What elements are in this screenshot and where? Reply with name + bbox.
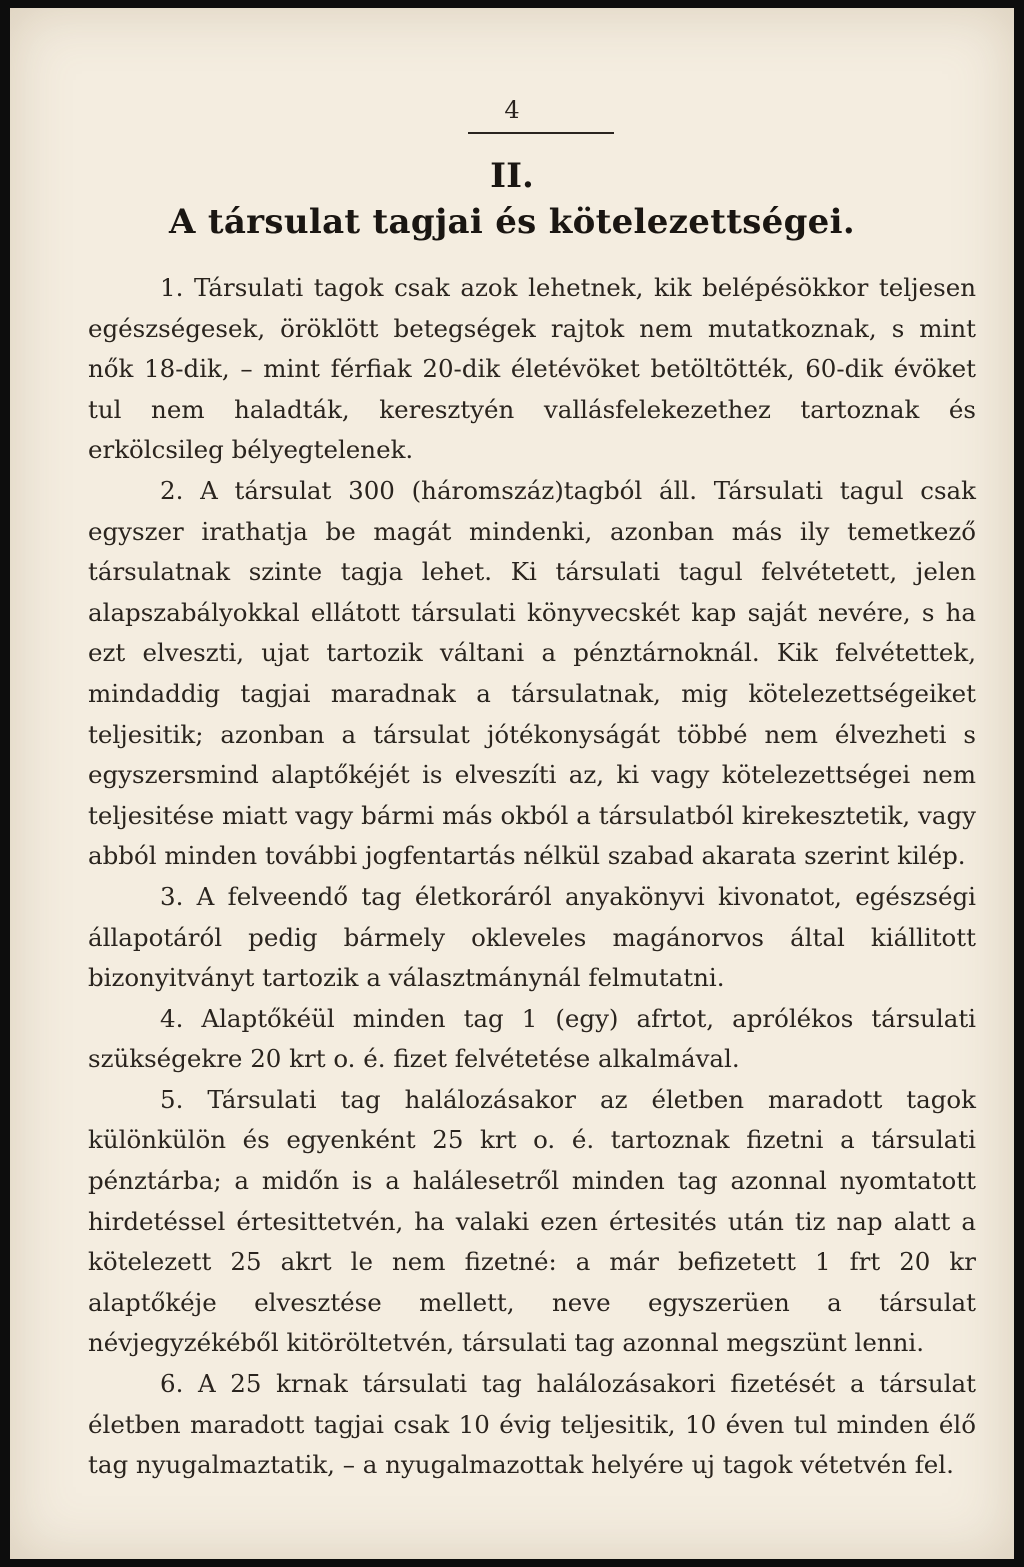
paragraph-1: 1. Társulati tagok csak azok lehetnek, kik belépésökkor teljesen egészségesek, öröklött betegségek rajtok nem mutatkoznak, s mint nők 18-dik, – mint férfiak 20-dik életévöket betöltötték, 60-dik évöket tul nem haladták, keresztyén vallásfelekezethez tartoznak és erkölcsileg bélyegtelenek.	[88, 273, 976, 465]
paragraph-4: 4. Alaptőkéül minden tag 1 (egy) afrtot, aprólékos társulati szükségekre 20 krt o. é. fizet felvétetése alkalmával.	[88, 1003, 976, 1074]
paragraph-6: 6. A 25 krnak társulati tag halálozásakori fizetését a társulat életben maradott tagjai csak 10 évig teljesitik, 10 éven tul minden élő tag nyugalmaztatik, – a nyugalmazottak helyére uj tagok vétetvén fel.	[88, 1369, 976, 1480]
paragraph-2: 2. A társulat 300 (háromszáz)tagból áll. Társulati tagul csak egyszer irathatja be magát mindenki, azonban más ily temetkező társulatnak szinte tagja lehet. Ki társulati tagul felvétetett, jelen alapszabályokkal ellátott társulati könyvecskét kap saját nevére, s ha ezt elveszti, ujat tartozik váltani a pénztárnoknál. Kik felvétettek, mindaddig tagjai maradnak a társulatnak, mig kötelezettségeiket teljesitik; azonban a társulat jótékonyságát többé nem élvezheti s egyszersmind alaptőkéjét is elveszíti az, ki vagy kötelezettségei nem teljesitése miatt vagy bármi más okból a társulatból kirekesztetik, vagy abból minden további jogfentartás nélkül szabad akarata szerint kilép.	[88, 475, 976, 871]
page-number: 4	[504, 96, 520, 124]
paragraph-3: 3. A felveendő tag életkoráról anyakönyvi kivonatot, egészségi állapotáról pedig bármely okleveles magánorvos által kiállitott bizonyitványt tartozik a választmánynál felmutatni.	[88, 881, 976, 993]
header-rule	[468, 132, 614, 134]
paragraph-5: 5. Társulati tag halálozásakor az életben maradott tagok különkülön és egyenként 25 krt o. é. tartoznak fizetni a társulati pénztárba; a midőn is a halálesetről minden tag azonnal nyomtatott hirdetéssel értesittetvén, ha valaki ezen értesités után tiz nap alatt a kötelezett 25 akrt le nem fizetné: a már befizetett 1 frt 20 kr alaptőkéje elvesztése mellett, neve egyszerüen a társulat névjegyzékéből kitöröltetvén, társulati tag azonnal megszünt lenni.	[88, 1084, 976, 1358]
body-text	[88, 268, 976, 1486]
section-title: A társulat tagjai és kötelezettségei.	[169, 202, 855, 242]
document-page	[10, 8, 1014, 1559]
section-number: II.	[490, 156, 534, 196]
